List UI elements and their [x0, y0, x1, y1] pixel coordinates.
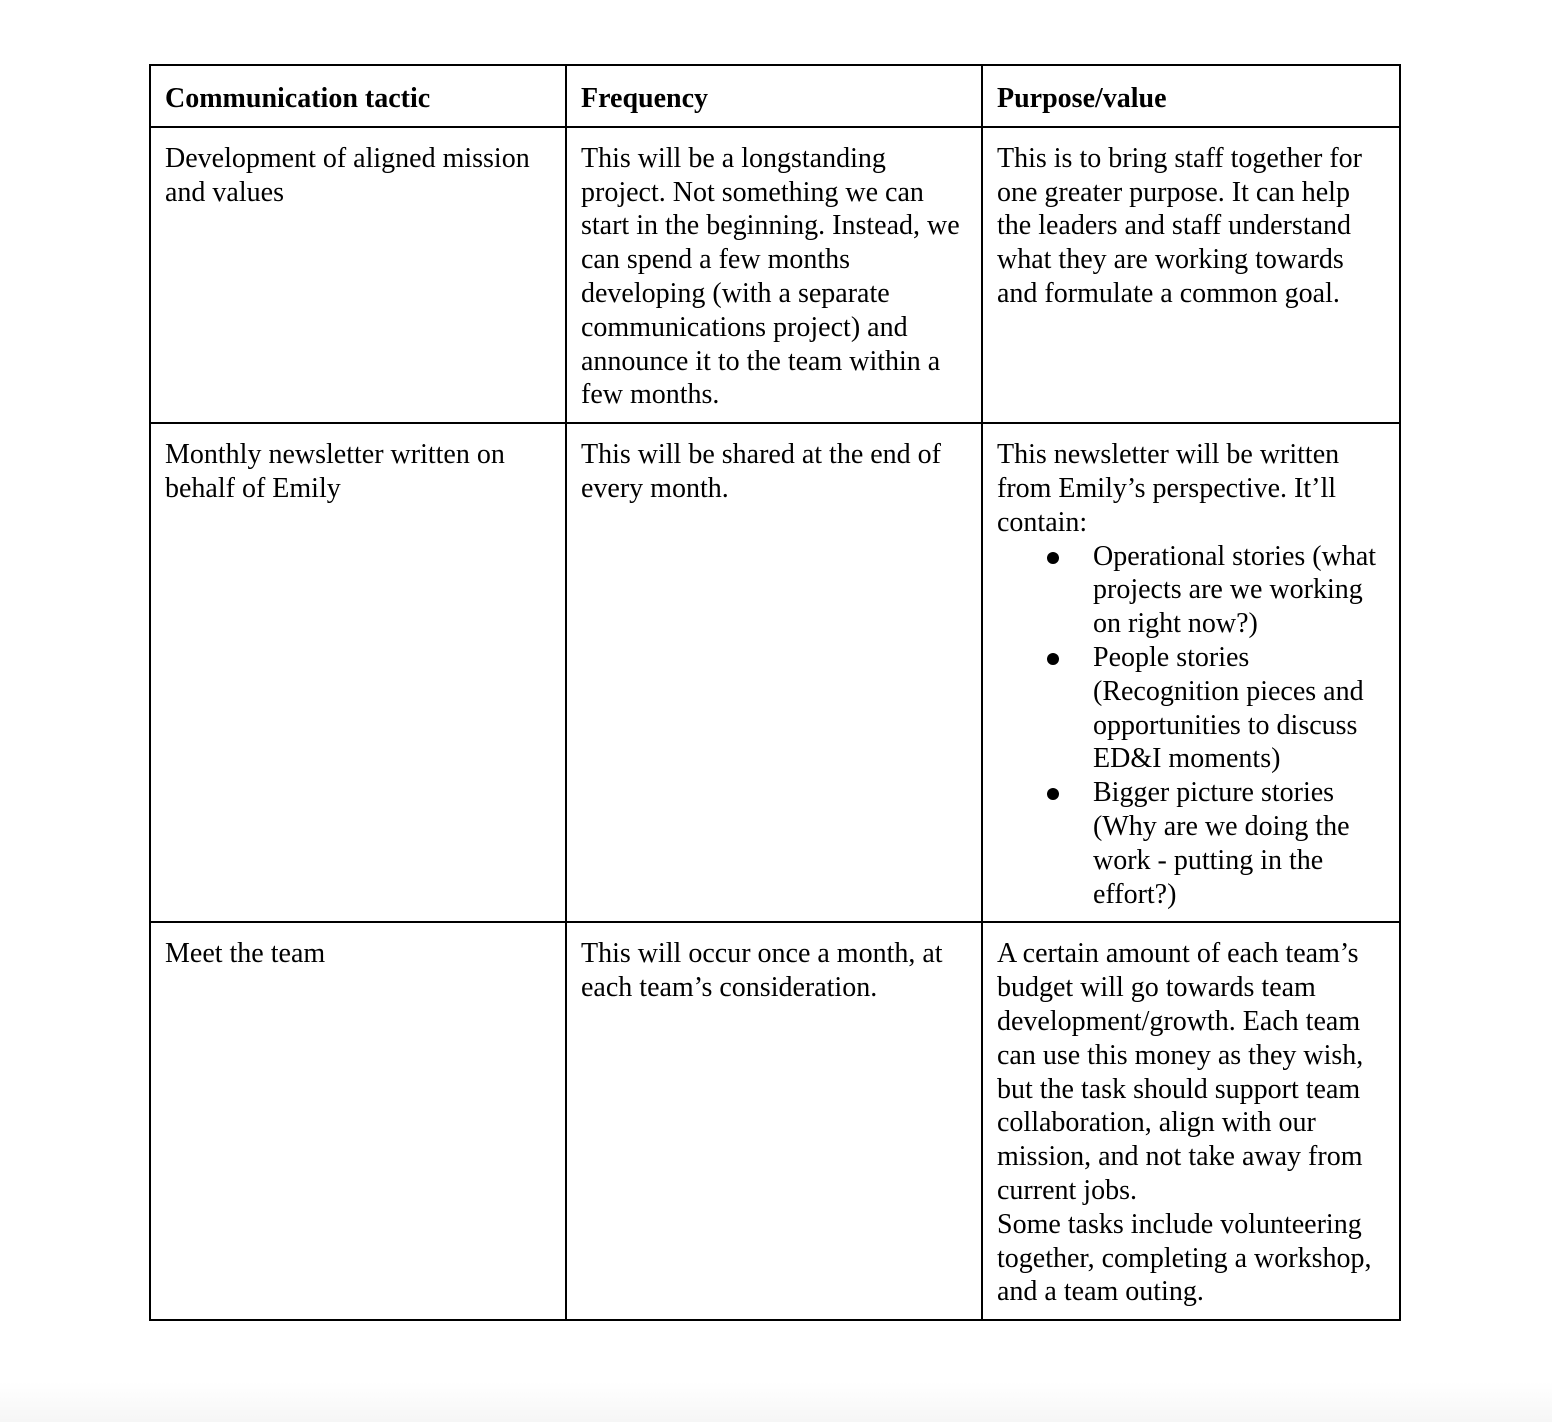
table-row — [150, 423, 1400, 922]
header-communication-tactic: Communication tactic — [150, 65, 566, 127]
frequency-cell: This will be shared at the end of every month. — [566, 423, 982, 922]
list-item: People stories (Recognition pieces and opportunities to discuss ED&I moments) — [997, 641, 1385, 776]
purpose-text: A certain amount of each team’s budget will go towards team development/growth. Each team can use this money as they wish, but the task should support team collaboration, align with our mission, and not take away from current jobs. — [997, 938, 1364, 1206]
frequency-cell: This will be a longstanding project. Not something we can start in the beginning. Instead, we can spend a few months developing (with a separate communications project) and announce it to the team within a few months. — [566, 127, 982, 423]
frequency-cell: This will occur once a month, at each team’s consideration. — [566, 922, 982, 1320]
table-header-row — [150, 65, 1400, 127]
purpose-cell — [982, 127, 1400, 423]
tactic-cell: Meet the team — [150, 922, 566, 1320]
purpose-cell — [982, 423, 1400, 922]
communication-plan-table — [149, 64, 1401, 1321]
list-item: Operational stories (what projects are we working on right now?) — [997, 540, 1385, 641]
tactic-cell: Monthly newsletter written on behalf of Emily — [150, 423, 566, 922]
header-purpose-value: Purpose/value — [982, 65, 1400, 127]
purpose-cell — [982, 922, 1400, 1320]
purpose-text: This newsletter will be written from Emily’s perspective. It’ll contain: — [997, 439, 1340, 538]
purpose-examples-text: Some tasks include volunteering together, completing a workshop, and a team outing. — [997, 1208, 1372, 1308]
table-row — [150, 922, 1400, 1320]
tactic-cell: Development of aligned mission and values — [150, 127, 566, 423]
table-row — [150, 127, 1400, 423]
list-item: Bigger picture stories (Why are we doing the work - putting in the effort?) — [997, 776, 1385, 911]
purpose-text: This is to bring staff together for one greater purpose. It can help the leaders and staff understand what they are working towards and formulate a common goal. — [997, 142, 1362, 309]
page-bottom-edge — [0, 1382, 1552, 1422]
header-frequency: Frequency — [566, 65, 982, 127]
newsletter-content-list — [997, 540, 1385, 912]
